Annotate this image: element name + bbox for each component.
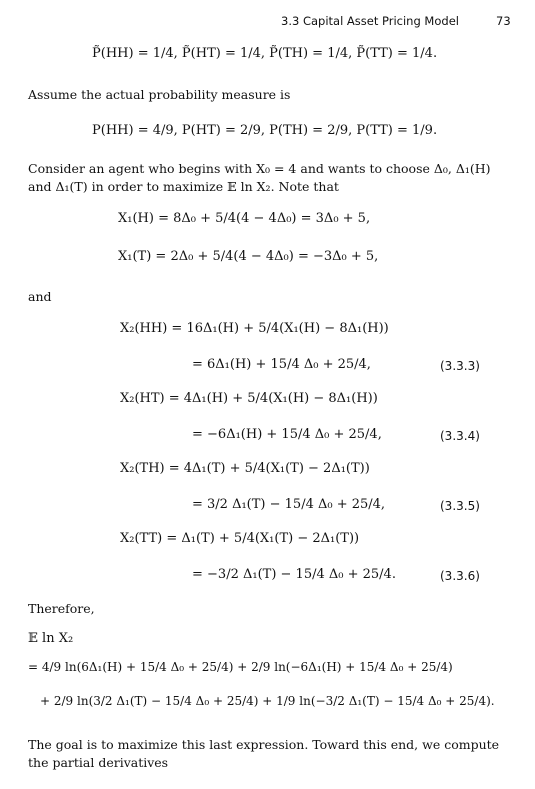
equation-x2-th-line1: X₂(TH) = 4Δ₁(T) + 5/4(X₁(T) − 2Δ₁(T))	[120, 461, 370, 476]
equation-x2-tt-line2: = −3/2 Δ₁(T) − 15/4 Δ₀ + 25/4.	[192, 567, 396, 582]
actual-probabilities: P(HH) = 4/9, P(HT) = 2/9, P(TH) = 2/9, P(TT) = 1/9.	[92, 123, 438, 138]
page-number: 73	[496, 14, 511, 28]
equation-number: (3.3.4)	[440, 429, 480, 443]
equation-x2-hh-line1: X₂(HH) = 16Δ₁(H) + 5/4(X₁(H) − 8Δ₁(H))	[120, 321, 389, 336]
equation-x2-ht-line2: = −6Δ₁(H) + 15/4 Δ₀ + 25/4,	[192, 427, 382, 442]
equation-number: (3.3.5)	[440, 499, 480, 513]
equation-x2-hh-line2: = 6Δ₁(H) + 15/4 Δ₀ + 25/4,	[192, 357, 371, 372]
text-and: and	[28, 289, 52, 304]
equation-x1-h: X₁(H) = 8Δ₀ + 5/4(4 − 4Δ₀) = 3Δ₀ + 5,	[118, 211, 371, 226]
expected-log-sum-line1: = 4/9 ln(6Δ₁(H) + 15/4 Δ₀ + 25/4) + 2/9 ln(−6Δ₁(H) + 15/4 Δ₀ + 25/4)	[28, 660, 453, 674]
equation-number: (3.3.6)	[440, 569, 480, 583]
equation-x1-t: X₁(T) = 2Δ₀ + 5/4(4 − 4Δ₀) = −3Δ₀ + 5,	[118, 249, 379, 264]
paragraph-actual-measure: Assume the actual probability measure is	[28, 87, 291, 102]
paragraph-closing: The goal is to maximize this last expression. Toward this end, we compute the partial derivatives	[28, 737, 500, 770]
paragraph-agent: Consider an agent who begins with X₀ = 4 and wants to choose Δ₀, Δ₁(H) and Δ₁(T) in order to maximize 𝔼 ln X₂. Note that	[28, 161, 491, 194]
equation-number: (3.3.3)	[440, 359, 480, 373]
text-therefore: Therefore,	[28, 601, 95, 616]
equation-x2-tt-line1: X₂(TT) = Δ₁(T) + 5/4(X₁(T) − 2Δ₁(T))	[120, 531, 360, 546]
expectation-log-x2: 𝔼 ln X₂	[28, 631, 74, 646]
risk-neutral-probabilities: P̃(HH) = 1/4, P̃(HT) = 1/4, P̃(TH) = 1/4, P̃(TT) = 1/4.	[92, 46, 438, 61]
equation-x2-ht-line1: X₂(HT) = 4Δ₁(H) + 5/4(X₁(H) − 8Δ₁(H))	[120, 391, 378, 406]
running-header: 3.3 Capital Asset Pricing Model	[281, 14, 459, 28]
expected-log-sum-line2: + 2/9 ln(3/2 Δ₁(T) − 15/4 Δ₀ + 25/4) + 1/9 ln(−3/2 Δ₁(T) − 15/4 Δ₀ + 25/4).	[40, 694, 495, 708]
equation-x2-th-line2: = 3/2 Δ₁(T) − 15/4 Δ₀ + 25/4,	[192, 497, 386, 512]
